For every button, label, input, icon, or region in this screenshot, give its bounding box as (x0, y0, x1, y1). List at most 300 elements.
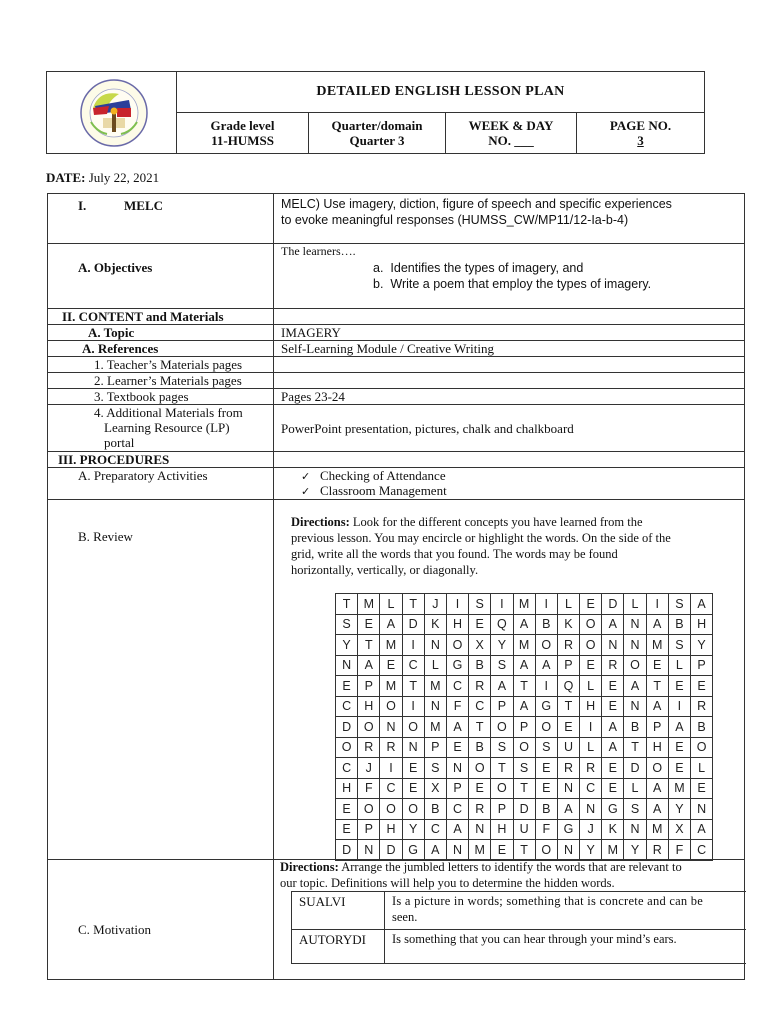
grid-cell: R (691, 696, 713, 717)
grid-cell: D (624, 758, 646, 779)
grid-cell: C (402, 655, 424, 676)
quarter-value: Quarter 3 (349, 133, 405, 148)
grid-cell: A (513, 614, 535, 635)
grid-cell: T (336, 594, 358, 615)
grid-cell: R (469, 799, 491, 820)
grid-cell: H (380, 819, 402, 840)
preparatory-item-text: Classroom Management (319, 483, 447, 498)
grid-cell: D (402, 614, 424, 635)
grid-cell: N (624, 635, 646, 656)
grid-cell: E (336, 819, 358, 840)
grid-cell: Q (557, 676, 579, 697)
references-value: Self-Learning Module / Creative Writing (281, 341, 494, 356)
grid-cell: P (424, 737, 446, 758)
grid-cell: I (668, 696, 690, 717)
grid-cell: C (469, 696, 491, 717)
grid-cell: O (580, 635, 602, 656)
grid-row (336, 799, 713, 820)
grid-cell: I (402, 696, 424, 717)
grid-cell: B (469, 655, 491, 676)
grid-cell: S (491, 655, 513, 676)
grid-cell: O (446, 635, 468, 656)
grid-cell: L (691, 758, 713, 779)
week-day-label: WEEK & DAY (468, 118, 554, 133)
grade-level-cell (177, 113, 309, 153)
grid-cell: N (380, 717, 402, 738)
grid-cell: E (691, 778, 713, 799)
grid-cell: I (535, 676, 557, 697)
grid-cell: T (646, 676, 668, 697)
grid-cell: I (446, 594, 468, 615)
date-label: DATE: (46, 170, 86, 185)
grid-cell: A (602, 717, 624, 738)
grid-cell: A (513, 655, 535, 676)
grid-cell: P (446, 778, 468, 799)
grid-cell: O (469, 758, 491, 779)
preparatory-item-2 (301, 483, 447, 499)
jumbled-definition-line2: seen. (392, 910, 418, 924)
directions-label: Directions: (291, 515, 350, 529)
grid-cell: N (557, 778, 579, 799)
grid-cell: E (358, 614, 380, 635)
grid-cell: N (402, 737, 424, 758)
grid-cell: B (535, 799, 557, 820)
grid-cell: O (624, 655, 646, 676)
references-label: A. References (82, 341, 159, 356)
grid-row (336, 676, 713, 697)
meta-row (177, 113, 704, 153)
grid-cell: K (424, 614, 446, 635)
grid-cell: M (602, 840, 624, 861)
grid-cell: D (602, 594, 624, 615)
objective-marker: b. (373, 277, 384, 291)
grid-cell: E (602, 758, 624, 779)
grid-cell: T (513, 676, 535, 697)
grid-cell: L (624, 778, 646, 799)
grid-cell: Y (336, 635, 358, 656)
grid-cell: A (380, 614, 402, 635)
grid-cell: A (668, 717, 690, 738)
grid-cell: P (691, 655, 713, 676)
grid-cell: D (336, 717, 358, 738)
grid-cell: I (646, 594, 668, 615)
jumbled-definition-line1: Is a picture in words; something that is concrete and can be (392, 894, 704, 908)
grid-cell: O (646, 758, 668, 779)
grid-cell: B (691, 717, 713, 738)
grid-cell: E (668, 737, 690, 758)
quarter-label: Quarter/domain (331, 118, 423, 133)
grid-cell: E (535, 778, 557, 799)
grid-cell: Q (491, 614, 513, 635)
grid-row (336, 737, 713, 758)
grid-cell: N (446, 840, 468, 861)
grid-cell: M (380, 676, 402, 697)
grid-cell: T (358, 635, 380, 656)
grid-cell: N (358, 840, 380, 861)
grid-cell: E (469, 614, 491, 635)
grid-cell: P (491, 799, 513, 820)
preparatory-label: A. Preparatory Activities (78, 468, 208, 483)
grid-cell: T (624, 737, 646, 758)
grid-cell: R (358, 737, 380, 758)
grid-cell: M (646, 635, 668, 656)
grid-cell: R (602, 655, 624, 676)
grid-cell: E (580, 655, 602, 676)
grid-cell: B (424, 799, 446, 820)
grid-cell: O (336, 737, 358, 758)
grid-cell: G (446, 655, 468, 676)
grid-cell: H (491, 819, 513, 840)
objective-item-a (373, 261, 583, 276)
grid-cell: H (691, 614, 713, 635)
grid-cell: E (646, 655, 668, 676)
grid-cell: B (535, 614, 557, 635)
grid-cell: P (491, 696, 513, 717)
grid-cell: E (380, 655, 402, 676)
review-directions-line3: grid, write all the words that you found. The words may be found (291, 547, 618, 561)
grid-cell: A (446, 819, 468, 840)
motivation-label: C. Motivation (78, 922, 151, 937)
grid-cell: T (557, 696, 579, 717)
additional-label-line3: portal (104, 435, 135, 450)
topic-value: IMAGERY (281, 325, 341, 340)
motivation-directions-line2: our topic. Definitions will help you to determine the hidden words. (280, 876, 615, 890)
grid-cell: Y (402, 819, 424, 840)
grid-cell: H (446, 614, 468, 635)
row-divider (48, 324, 744, 325)
grid-cell: E (336, 799, 358, 820)
grid-cell: E (668, 758, 690, 779)
melc-label: MELC (124, 198, 163, 213)
additional-value: PowerPoint presentation, pictures, chalk and chalkboard (281, 421, 574, 436)
grid-cell: M (469, 840, 491, 861)
grid-cell: N (624, 696, 646, 717)
grid-cell: L (580, 737, 602, 758)
grid-cell: M (513, 635, 535, 656)
grid-cell: E (602, 778, 624, 799)
grid-cell: O (535, 717, 557, 738)
grid-cell: S (668, 594, 690, 615)
grid-cell: M (646, 819, 668, 840)
topic-label: A. Topic (88, 325, 135, 340)
grid-cell: A (446, 717, 468, 738)
objective-text: Identifies the types of imagery, and (390, 261, 584, 275)
grid-cell: T (491, 758, 513, 779)
grid-cell: Y (624, 840, 646, 861)
grid-cell: E (446, 737, 468, 758)
grid-cell: S (424, 758, 446, 779)
grid-row (336, 840, 713, 861)
grid-cell: S (668, 635, 690, 656)
grid-cell: B (469, 737, 491, 758)
grid-cell: E (402, 758, 424, 779)
grid-cell: A (513, 696, 535, 717)
grid-cell: S (336, 614, 358, 635)
grid-cell: R (469, 676, 491, 697)
grid-cell: S (513, 758, 535, 779)
grid-row (336, 819, 713, 840)
column-divider (384, 892, 385, 963)
preparatory-item-1 (301, 468, 446, 484)
textbook-value: Pages 23-24 (281, 389, 345, 404)
grid-cell: A (358, 655, 380, 676)
content-heading: II. CONTENT and Materials (62, 309, 224, 324)
grid-cell: D (336, 840, 358, 861)
melc-text-line2: to evoke meaningful responses (HUMSS_CW/MP11/12-Ia-b-4) (281, 213, 629, 227)
grid-cell: A (602, 614, 624, 635)
review-directions-line2: previous lesson. You may encircle or highlight the words. On the side of the (291, 531, 671, 545)
grid-cell: O (380, 696, 402, 717)
grid-cell: F (446, 696, 468, 717)
header-table (46, 71, 705, 154)
grid-cell: E (336, 676, 358, 697)
grid-cell: I (580, 717, 602, 738)
grid-cell: N (624, 614, 646, 635)
grid-cell: A (691, 819, 713, 840)
grid-cell: A (646, 778, 668, 799)
melc-text-line1: MELC) Use imagery, diction, figure of speech and specific experiences (281, 197, 672, 211)
jumbled-word: AUTORYDI (299, 932, 366, 947)
additional-label-line1: 4. Additional Materials from (94, 405, 243, 420)
grid-cell: E (602, 676, 624, 697)
grid-cell: T (402, 676, 424, 697)
preparatory-item-text: Checking of Attendance (319, 468, 446, 483)
column-divider (273, 194, 274, 979)
grid-cell: R (580, 758, 602, 779)
grid-cell: L (580, 676, 602, 697)
grid-cell: O (580, 614, 602, 635)
grid-cell: P (646, 717, 668, 738)
quarter-cell (309, 113, 446, 153)
grid-cell: T (469, 717, 491, 738)
objective-marker: a. (373, 261, 384, 275)
grid-row (336, 778, 713, 799)
grid-cell: R (557, 758, 579, 779)
grid-cell: O (380, 799, 402, 820)
teacher-materials-label: 1. Teacher’s Materials pages (94, 357, 243, 372)
learner-materials-label: 2. Learner’s Materials pages (94, 373, 242, 388)
grid-cell: L (557, 594, 579, 615)
grid-cell: B (624, 717, 646, 738)
grid-cell: Y (668, 799, 690, 820)
date-line (46, 170, 159, 186)
review-label: B. Review (78, 529, 133, 544)
grid-row (336, 614, 713, 635)
week-day-value: NO. ___ (488, 133, 534, 148)
objectives-label: A. Objectives (78, 260, 153, 275)
grid-cell: O (513, 737, 535, 758)
grid-cell: J (424, 594, 446, 615)
jumbled-word: SUALVI (299, 894, 346, 909)
grid-row (336, 655, 713, 676)
grid-cell: M (424, 676, 446, 697)
grid-cell: X (424, 778, 446, 799)
grid-cell: K (557, 614, 579, 635)
directions-label: Directions: (280, 860, 339, 874)
grid-cell: L (668, 655, 690, 676)
grid-cell: O (691, 737, 713, 758)
grid-cell: A (535, 655, 557, 676)
grid-row (336, 696, 713, 717)
date-value: July 22, 2021 (85, 170, 160, 185)
grid-cell: A (602, 737, 624, 758)
grid-cell: A (557, 799, 579, 820)
grid-cell: I (491, 594, 513, 615)
grid-cell: J (358, 758, 380, 779)
grid-cell: U (513, 819, 535, 840)
row-divider (48, 243, 744, 244)
grid-cell: S (624, 799, 646, 820)
additional-label-line2: Learning Resource (LP) (104, 420, 230, 435)
grid-cell: X (668, 819, 690, 840)
grid-cell: C (380, 778, 402, 799)
grid-cell: N (624, 819, 646, 840)
grid-cell: I (402, 635, 424, 656)
grid-cell: I (380, 758, 402, 779)
page-no-value: 3 (637, 133, 644, 148)
grid-cell: O (491, 717, 513, 738)
word-search-grid (335, 593, 713, 861)
grid-cell: E (691, 676, 713, 697)
grid-cell: J (580, 819, 602, 840)
grid-cell: E (602, 696, 624, 717)
review-directions-line1: Directions: Look for the different concepts you have learned from the (291, 515, 643, 529)
grid-cell: A (624, 676, 646, 697)
grid-cell: G (402, 840, 424, 861)
grid-cell: A (646, 696, 668, 717)
jumbled-words-table (291, 891, 746, 964)
grid-cell: H (580, 696, 602, 717)
document-title: DETAILED ENGLISH LESSON PLAN (177, 72, 704, 113)
grid-cell: D (380, 840, 402, 861)
grid-cell: N (424, 696, 446, 717)
grid-cell: N (446, 758, 468, 779)
grid-cell: F (535, 819, 557, 840)
grid-cell: P (513, 717, 535, 738)
grid-cell: N (336, 655, 358, 676)
grid-cell: I (535, 594, 557, 615)
grid-cell: A (691, 594, 713, 615)
lesson-plan-table (47, 193, 745, 980)
grid-cell: N (469, 819, 491, 840)
objectives-intro: The learners…. (281, 244, 356, 258)
check-icon: ✓ (301, 470, 311, 483)
grid-cell: Y (691, 635, 713, 656)
grid-cell: M (668, 778, 690, 799)
grid-cell: P (358, 676, 380, 697)
grid-cell: S (491, 737, 513, 758)
grid-cell: M (380, 635, 402, 656)
objective-item-b (373, 277, 651, 292)
grid-cell: R (380, 737, 402, 758)
grid-cell: M (424, 717, 446, 738)
grid-cell: L (380, 594, 402, 615)
check-icon: ✓ (301, 485, 311, 498)
grid-cell: U (557, 737, 579, 758)
grid-cell: R (646, 840, 668, 861)
grid-cell: H (646, 737, 668, 758)
grid-cell: N (557, 840, 579, 861)
grade-level-label: Grade level (210, 118, 275, 133)
grid-cell: F (358, 778, 380, 799)
grid-cell: K (602, 819, 624, 840)
week-day-cell (446, 113, 577, 153)
grid-cell: N (580, 799, 602, 820)
grid-cell: T (513, 840, 535, 861)
page-no-cell (577, 113, 704, 153)
grid-cell: G (535, 696, 557, 717)
grid-cell: E (668, 676, 690, 697)
grid-cell: O (402, 799, 424, 820)
grid-cell: R (557, 635, 579, 656)
grid-cell: C (446, 676, 468, 697)
grid-cell: A (646, 614, 668, 635)
grid-cell: D (513, 799, 535, 820)
grid-cell: P (358, 819, 380, 840)
school-seal-icon (79, 78, 149, 148)
procedures-heading: III. PROCEDURES (58, 452, 170, 467)
grid-cell: A (646, 799, 668, 820)
grid-row (336, 717, 713, 738)
textbook-label: 3. Textbook pages (94, 389, 189, 404)
grid-cell: E (402, 778, 424, 799)
objective-text: Write a poem that employ the types of imagery. (390, 277, 652, 291)
grid-row (336, 635, 713, 656)
grid-cell: O (358, 717, 380, 738)
grid-cell: O (535, 840, 557, 861)
grid-cell: O (491, 778, 513, 799)
grid-cell: X (469, 635, 491, 656)
grid-cell: C (424, 819, 446, 840)
grid-cell: E (469, 778, 491, 799)
grid-cell: Y (580, 840, 602, 861)
grid-cell: T (402, 594, 424, 615)
row-divider (292, 929, 746, 930)
grid-cell: C (580, 778, 602, 799)
grid-cell: O (402, 717, 424, 738)
grid-cell: M (513, 594, 535, 615)
grid-cell: A (424, 840, 446, 861)
grid-cell: E (557, 717, 579, 738)
grid-cell: S (535, 737, 557, 758)
grid-cell: T (513, 778, 535, 799)
grid-cell: L (624, 594, 646, 615)
melc-number: I. (78, 198, 87, 213)
grid-cell: A (491, 676, 513, 697)
grid-cell: L (424, 655, 446, 676)
row-divider (48, 499, 744, 500)
grid-cell: E (535, 758, 557, 779)
grid-cell: P (557, 655, 579, 676)
grid-row (336, 758, 713, 779)
grid-cell: O (535, 635, 557, 656)
grid-cell: H (336, 778, 358, 799)
review-directions-line4: horizontally, vertically, or diagonally. (291, 563, 479, 577)
grid-cell: O (358, 799, 380, 820)
grid-cell: C (336, 758, 358, 779)
page-no-label: PAGE NO. (609, 118, 672, 133)
grid-cell: E (580, 594, 602, 615)
grid-cell: G (557, 819, 579, 840)
grid-cell: F (668, 840, 690, 861)
logo-cell (47, 72, 177, 153)
grid-row (336, 594, 713, 615)
grid-cell: N (691, 799, 713, 820)
grade-level-value: 11-HUMSS (211, 133, 274, 148)
grid-cell: E (491, 840, 513, 861)
grid-cell: C (691, 840, 713, 861)
grid-cell: H (358, 696, 380, 717)
